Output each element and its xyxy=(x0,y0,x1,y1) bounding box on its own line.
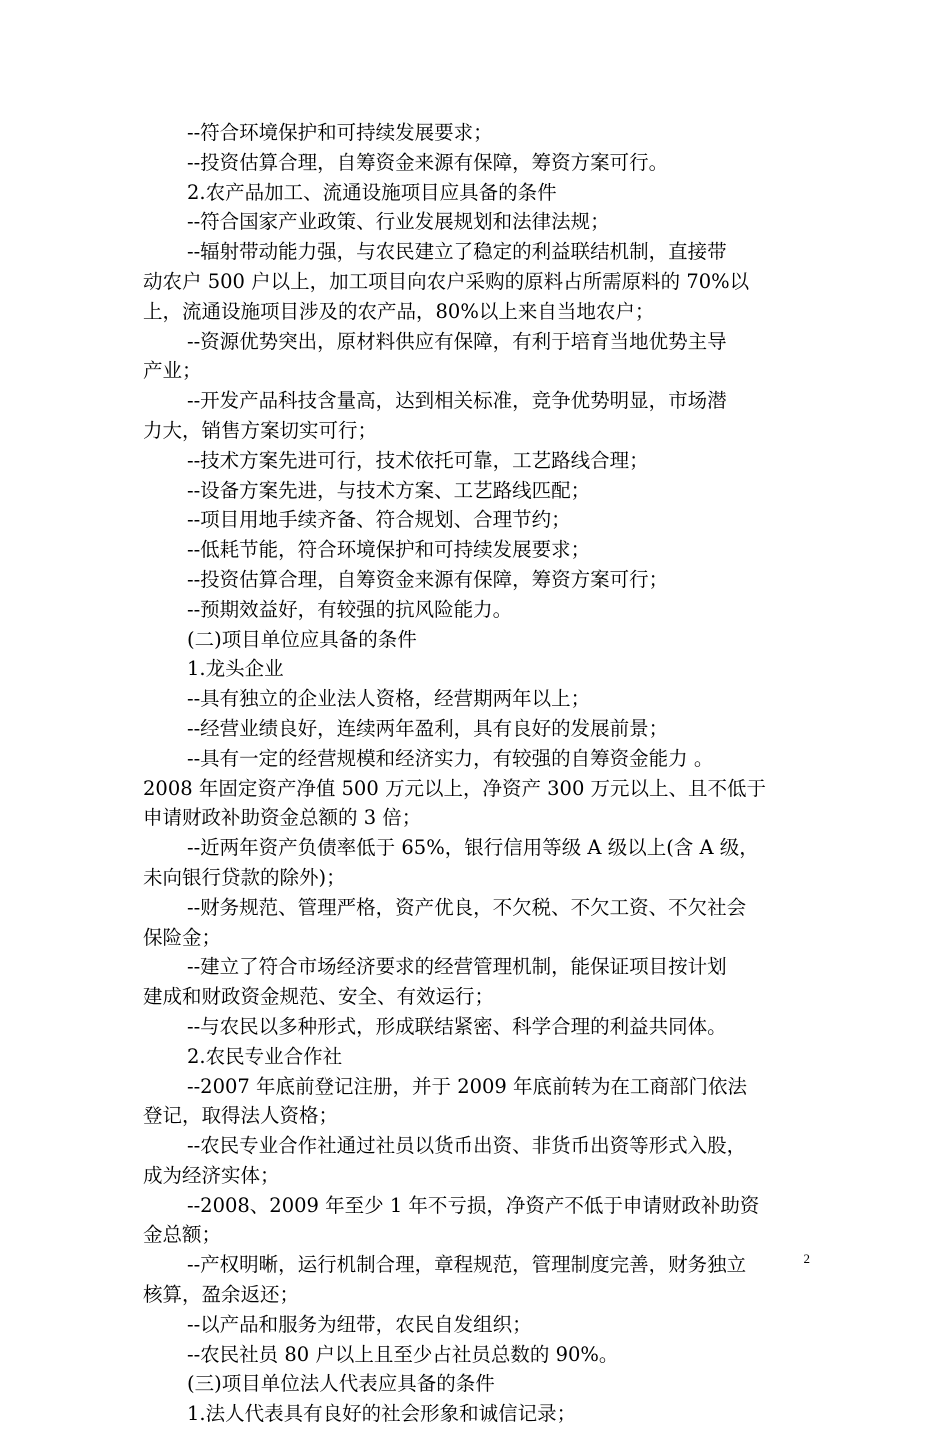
text-line: 核算，盈余返还； xyxy=(143,1283,300,1307)
text-line: --建立了符合市场经济要求的经营管理机制，能保证项目按计划 xyxy=(187,955,727,979)
text-line: 成为经济实体； xyxy=(143,1163,280,1187)
text-line: --具有独立的企业法人资格，经营期两年以上； xyxy=(187,687,591,711)
text-line: 2008 年固定资产净值 500 万元以上，净资产 300 万元以上、且不低于 xyxy=(143,776,767,800)
text-line: 登记，取得法人资格； xyxy=(143,1104,339,1128)
text-line: --低耗节能，符合环境保护和可持续发展要求； xyxy=(187,538,591,562)
text-line: 上，流通设施项目涉及的农产品，80%以上来自当地农户； xyxy=(143,299,655,323)
text-line: --与农民以多种形式，形成联结紧密、科学合理的利益共同体。 xyxy=(187,1014,727,1038)
text-line: 2.农民专业合作社 xyxy=(187,1044,343,1068)
text-line: --近两年资产负债率低于 65%，银行信用等级 A 级以上(含 A 级， xyxy=(187,836,759,860)
text-line: --以产品和服务为纽带，农民自发组织； xyxy=(187,1312,532,1336)
text-line: --具有一定的经营规模和经济实力，有较强的自筹资金能力 。 xyxy=(187,746,714,770)
text-line: --设备方案先进，与技术方案、工艺路线匹配； xyxy=(187,478,591,502)
text-line: --投资估算合理，自筹资金来源有保障，筹资方案可行； xyxy=(187,567,669,591)
text-line: 力大，销售方案切实可行； xyxy=(143,418,378,442)
text-line: 保险金； xyxy=(143,925,222,949)
text-line: 金总额； xyxy=(143,1223,222,1247)
text-line: --产权明晰，运行机制合理，章程规范，管理制度完善，财务独立 xyxy=(187,1253,747,1277)
text-line: 建成和财政资金规范、安全、有效运行； xyxy=(143,985,495,1009)
text-line: 产业； xyxy=(143,359,202,383)
text-line: (三)项目单位法人代表应具备的条件 xyxy=(187,1372,495,1396)
text-line: --2007 年底前登记注册，并于 2009 年底前转为在工商部门依法 xyxy=(187,1074,748,1098)
text-line: --财务规范、管理严格，资产优良，不欠税、不欠工资、不欠社会 xyxy=(187,895,747,919)
text-line: 动农户 500 户以上，加工项目向农户采购的原料占所需原料的 70%以 xyxy=(143,269,750,293)
text-line: --2008、2009 年至少 1 年不亏损，净资产不低于申请财政补助资 xyxy=(187,1193,760,1217)
text-line: --农民专业合作社通过社员以货币出资、非货币出资等形式入股， xyxy=(187,1134,747,1158)
text-line: --项目用地手续齐备、符合规划、合理节约； xyxy=(187,508,571,532)
text-line: --技术方案先进可行，技术依托可靠，工艺路线合理； xyxy=(187,448,649,472)
document-body xyxy=(143,118,809,1429)
text-line: --经营业绩良好，连续两年盈利，具有良好的发展前景； xyxy=(187,716,669,740)
text-line: --投资估算合理，自筹资金来源有保障，筹资方案可行。 xyxy=(187,150,669,174)
text-line: --符合环境保护和可持续发展要求； xyxy=(187,121,493,144)
text-line: 1.龙头企业 xyxy=(187,657,284,681)
text-line: (二)项目单位应具备的条件 xyxy=(187,627,417,651)
text-line: --符合国家产业政策、行业发展规划和法律法规； xyxy=(187,210,610,234)
text-line: 1.法人代表具有良好的社会形象和诚信记录； xyxy=(187,1402,577,1426)
page-number: 2 xyxy=(803,1251,810,1266)
text-line: --辐射带动能力强，与农民建立了稳定的利益联结机制，直接带 xyxy=(187,240,727,264)
text-line: --预期效益好，有较强的抗风险能力。 xyxy=(187,597,513,621)
text-line: 未向银行贷款的除外)； xyxy=(143,865,346,889)
text-line: 申请财政补助资金总额的 3 倍； xyxy=(143,806,422,830)
text-line: --资源优势突出，原材料供应有保障，有利于培育当地优势主导 xyxy=(187,329,727,353)
text-line: --开发产品科技含量高，达到相关标准，竞争优势明显，市场潜 xyxy=(187,389,727,413)
text-line: 2.农产品加工、流通设施项目应具备的条件 xyxy=(187,180,557,204)
text-line: --农民社员 80 户以上且至少占社员总数的 90%。 xyxy=(187,1342,619,1366)
